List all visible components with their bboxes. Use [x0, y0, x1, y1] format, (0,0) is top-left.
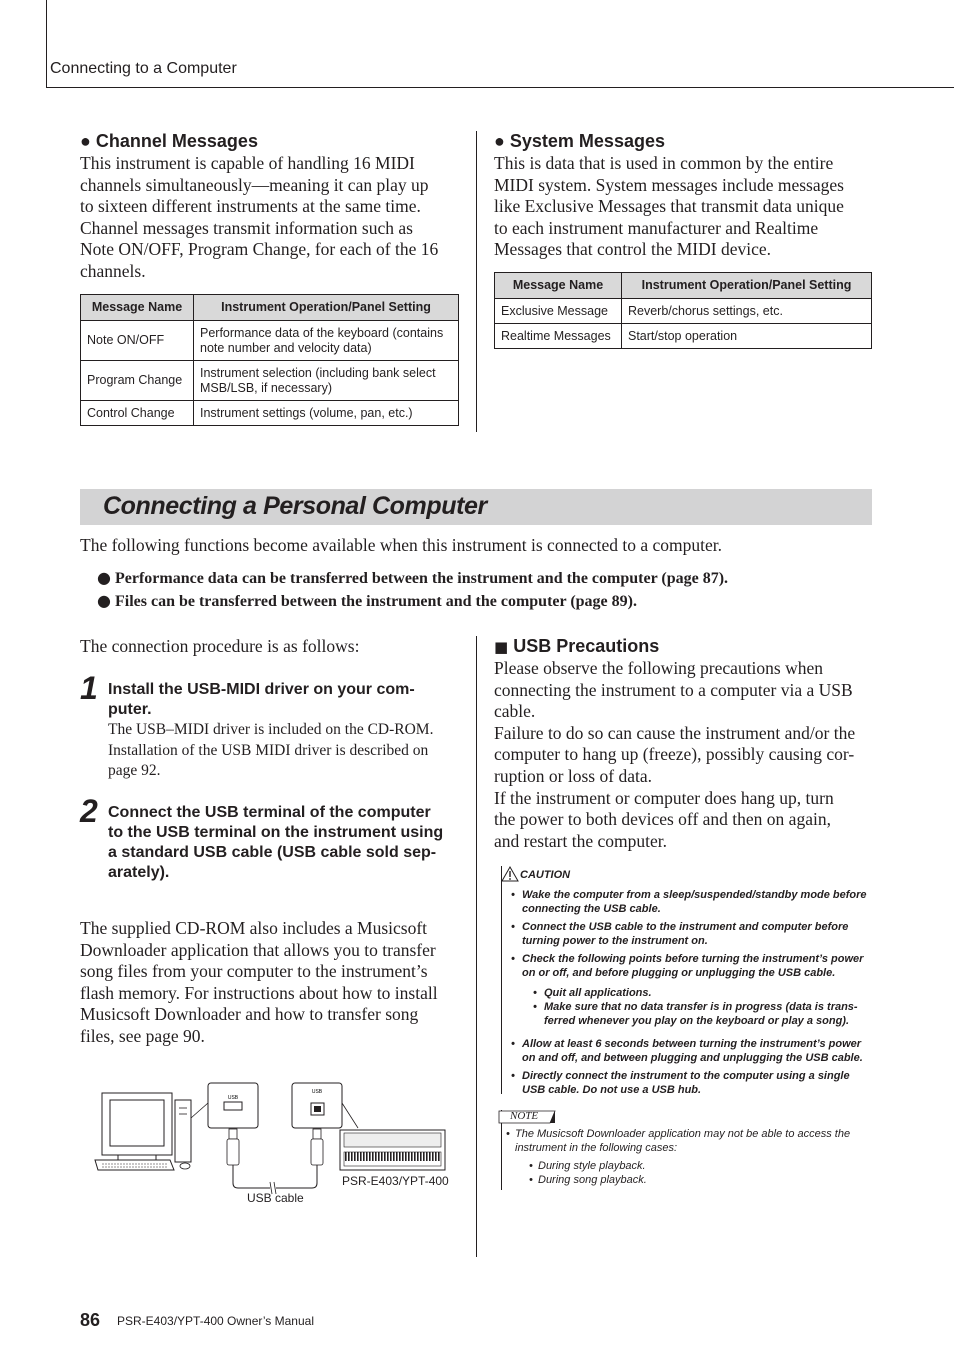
- text-line: Check the following points before turning the instrument’s power: [522, 953, 864, 965]
- text-line: Connect the USB cable to the instrument and computer before: [522, 921, 849, 933]
- table-cell: Performance data of the keyboard (contains note number and velocity data): [194, 321, 459, 361]
- text-line: Please observe the following precautions when: [494, 658, 824, 678]
- usb-cable-icon: [233, 1165, 270, 1188]
- channel-messages-table: [80, 294, 459, 426]
- usb-precautions-text: [494, 658, 855, 852]
- text-line: Connect the USB terminal of the computer: [108, 804, 431, 821]
- text-line: to sixteen different instruments at the same time.: [80, 196, 421, 217]
- list-bullet: •: [506, 1128, 510, 1140]
- text-line: arately).: [108, 864, 170, 881]
- table-cell: Exclusive Message: [495, 299, 622, 324]
- table-row: [81, 401, 459, 426]
- text-line: to the USB terminal on the instrument using: [108, 824, 444, 841]
- feature-bullet: [97, 591, 637, 611]
- list-bullet: •: [533, 987, 537, 999]
- table-row: [81, 321, 459, 361]
- text-line: a standard USB cable (USB cable sold sep-: [108, 844, 437, 861]
- feature-bullet-text: Files can be transferred between the instrument and the computer (page 89).: [114, 593, 637, 610]
- text-line: USB cable. Do not use a USB hub.: [522, 1084, 702, 1096]
- text-line: Directly connect the instrument to the computer using a single: [522, 1070, 850, 1082]
- text-line: on or off, and before plugging or unplugging the USB cable.: [522, 967, 836, 979]
- text-line: This is data that is used in common by the entire: [494, 153, 834, 173]
- section-title: Connecting a Personal Computer: [103, 492, 487, 520]
- caution-item: [511, 1037, 876, 1065]
- table-cell: Control Change: [81, 401, 194, 426]
- text-line: If the instrument or computer does hang up, turn: [494, 787, 834, 808]
- table-cell: Note ON/OFF: [81, 321, 194, 361]
- text-line: turning power to the instrument on.: [522, 935, 708, 947]
- feature-bullet-text: Performance data can be transferred between the instrument and the computer (page 87).: [114, 570, 729, 587]
- feature-bullet: [97, 568, 728, 588]
- table-header-cell: Message Name: [81, 295, 194, 321]
- text-line: Installation of the USB MIDI driver is described on: [108, 741, 429, 759]
- column-divider: [476, 131, 477, 432]
- text-line: computer to hang up (freeze), possibly causing cor-: [494, 744, 855, 765]
- table-cell: Realtime Messages: [495, 324, 622, 349]
- system-messages-title: System Messages: [509, 131, 665, 151]
- square-bullet-icon: ■: [494, 638, 509, 656]
- usb-a-plug-icon: [227, 1129, 239, 1165]
- note-label: NOTE: [510, 1110, 539, 1122]
- running-header: Connecting to a Computer: [50, 60, 237, 77]
- usb-precautions-heading: [494, 636, 659, 657]
- bullet-dot-icon: ●: [494, 131, 505, 151]
- bullet-dot-icon: ●: [97, 568, 111, 587]
- text-line: connecting the instrument to a computer via a USB: [494, 679, 853, 700]
- table-cell: Reverb/chorus settings, etc.: [622, 299, 872, 324]
- text-line: files, see page 90.: [80, 1025, 205, 1046]
- text-line: ruption or loss of data.: [494, 765, 652, 786]
- section-banner: [80, 489, 872, 525]
- table-header-cell: Message Name: [495, 273, 622, 299]
- system-messages-text: [494, 153, 879, 261]
- text-line: puter.: [108, 701, 152, 718]
- text-line: Quit all applications.: [544, 987, 652, 999]
- text-line: The supplied CD-ROM also includes a Musicsoft: [80, 918, 428, 938]
- text-line: Install the USB-MIDI driver on your com-: [108, 681, 415, 698]
- section-intro: The following functions become available when this instrument is connected to a computer.: [80, 535, 722, 555]
- text-line: MIDI system. System messages include messages: [494, 174, 844, 195]
- text-line: ferred whenever you play on the keyboard or play a song).: [544, 1015, 850, 1027]
- text-line: song files from your computer to the instrument’s: [80, 961, 428, 982]
- text-line: This instrument is capable of handling 16 MIDI: [80, 153, 415, 173]
- table-row: [81, 361, 459, 401]
- list-bullet: •: [529, 1174, 533, 1186]
- usb-b-plug-icon: [311, 1129, 323, 1165]
- table-header-cell: Instrument Operation/Panel Setting: [194, 295, 459, 321]
- list-bullet: •: [511, 921, 515, 933]
- table-cell: Instrument selection (including bank select MSB/LSB, if necessary): [194, 361, 459, 401]
- keyboard-instrument-icon: [340, 1130, 445, 1170]
- text-line: Channel messages transmit information such as: [80, 217, 413, 238]
- caution-label: CAUTION: [520, 869, 571, 881]
- port-label: USB: [227, 1095, 239, 1101]
- text-line: Failure to do so can cause the instrument and/or the: [494, 722, 856, 743]
- caution-rule: [501, 866, 502, 1094]
- text-line: Musicsoft Downloader and how to transfer song: [80, 1004, 419, 1025]
- text-line: Note ON/OFF, Program Change, for each of the 16: [80, 239, 439, 260]
- text-line: The USB–MIDI driver is included on the CD-ROM.: [108, 721, 434, 738]
- text-line: Make sure that no data transfer is in progress (data is trans-: [544, 1001, 858, 1013]
- caution-subitem: [511, 1000, 876, 1028]
- text-line: Wake the computer from a sleep/suspended/standby mode before: [522, 889, 867, 901]
- step-number: 2: [80, 793, 98, 829]
- step-body: [108, 720, 433, 782]
- caution-subitem: [511, 986, 876, 1000]
- channel-messages-heading: [80, 131, 258, 152]
- text-line: cable.: [494, 701, 536, 722]
- list-bullet: •: [511, 889, 515, 901]
- step-heading: [108, 680, 415, 720]
- warning-triangle-icon: [501, 866, 519, 882]
- text-line: During style playback.: [538, 1160, 646, 1172]
- text-line: channels simultaneously—meaning it can play up: [80, 174, 429, 195]
- table-cell: Start/stop operation: [622, 324, 872, 349]
- page-number: 86: [80, 1310, 101, 1330]
- step-number: 1: [80, 670, 98, 706]
- manual-title: PSR-E403/YPT-400 Owner’s Manual: [117, 1314, 314, 1328]
- usb-cable-label: USB cable: [247, 1191, 304, 1205]
- caution-item: [511, 888, 876, 916]
- text-line: Downloader application that allows you to transfer: [80, 939, 436, 960]
- list-bullet: •: [511, 1070, 515, 1082]
- table-header-row: [495, 273, 872, 299]
- table-header-row: [81, 295, 459, 321]
- text-line: and restart the computer.: [494, 830, 667, 851]
- step-heading: [108, 803, 443, 883]
- text-line: flash memory. For instructions about how to install: [80, 982, 438, 1003]
- channel-messages-text: [80, 153, 465, 283]
- caution-item: [511, 1069, 876, 1097]
- text-line: channels.: [80, 260, 146, 281]
- caution-list: [511, 888, 876, 1097]
- port-label: USB: [311, 1089, 323, 1095]
- table-row: [495, 299, 872, 324]
- musicsoft-paragraph: [80, 918, 438, 1048]
- instrument-label: PSR-E403/YPT-400: [342, 1174, 449, 1188]
- note-subitem: [506, 1173, 871, 1187]
- list-bullet: •: [529, 1160, 533, 1172]
- text-line: Allow at least 6 seconds between turning the instrument’s power: [522, 1038, 862, 1050]
- note-list: [506, 1127, 871, 1187]
- text-line: connecting the USB cable.: [522, 903, 661, 915]
- list-bullet: •: [511, 953, 515, 965]
- system-messages-table: [494, 272, 872, 349]
- computer-icon: [95, 1093, 191, 1170]
- procedure-lead: The connection procedure is as follows:: [80, 636, 360, 656]
- text-line: The Musicsoft Downloader application may not be able to access the: [515, 1128, 851, 1140]
- text-line: instrument in the following cases:: [515, 1142, 678, 1154]
- text-line: on and off, and between plugging and unplugging the USB cable.: [522, 1052, 863, 1064]
- list-bullet: •: [511, 1038, 515, 1050]
- text-line: like Exclusive Messages that transmit data unique: [494, 196, 844, 217]
- usb-a-port-icon: [224, 1102, 242, 1110]
- header-horizontal-rule: [46, 87, 954, 88]
- text-line: During song playback.: [538, 1174, 647, 1186]
- table-header-cell: Instrument Operation/Panel Setting: [622, 273, 872, 299]
- table-cell: Program Change: [81, 361, 194, 401]
- text-line: page 92.: [108, 762, 161, 779]
- note-item: [506, 1127, 871, 1155]
- channel-messages-title: Channel Messages: [95, 131, 258, 151]
- header-vertical-rule: [46, 0, 47, 88]
- bullet-dot-icon: ●: [80, 131, 91, 151]
- usb-precautions-title: USB Precautions: [513, 636, 660, 656]
- note-subitem: [506, 1159, 871, 1173]
- text-line: Messages that control the MIDI device.: [494, 239, 772, 260]
- system-messages-heading: [494, 131, 665, 152]
- caution-item: [511, 920, 876, 948]
- table-row: [495, 324, 872, 349]
- bullet-dot-icon: ●: [97, 591, 111, 610]
- column-divider: [476, 636, 477, 1257]
- table-cell: Instrument settings (volume, pan, etc.): [194, 401, 459, 426]
- list-bullet: •: [533, 1001, 537, 1013]
- text-line: the power to both devices off and then on again,: [494, 809, 831, 830]
- text-line: to each instrument manufacturer and Realtime: [494, 217, 819, 238]
- caution-item: [511, 952, 876, 980]
